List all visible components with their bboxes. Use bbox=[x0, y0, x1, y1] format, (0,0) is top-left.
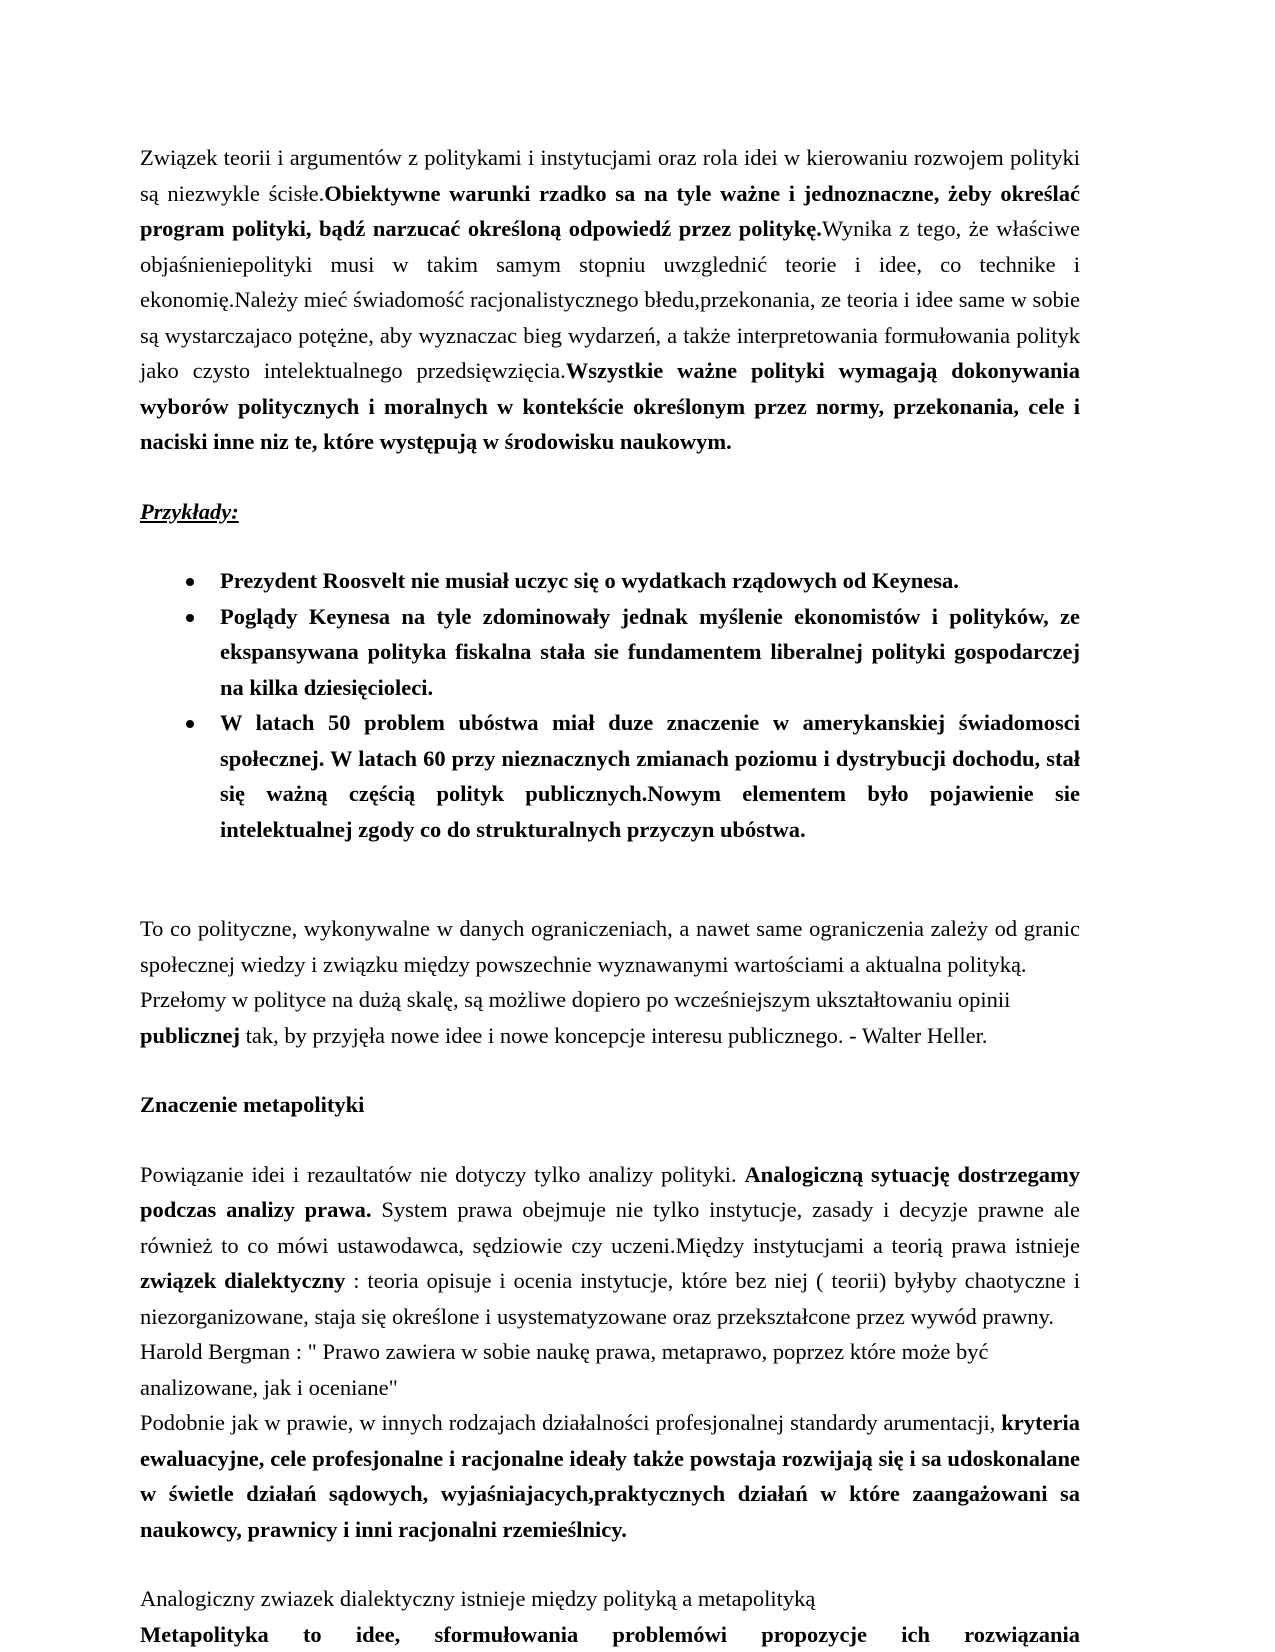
list-item bbox=[174, 705, 1080, 847]
paragraph-heller-run-2-bold: publicznej bbox=[140, 1023, 240, 1048]
list-item-text: Prezydent Roosvelt nie musiał uczyc się o wydatkach rządowych od Keynesa. bbox=[220, 568, 959, 593]
paragraph-law-run-3: System prawa obejmuje nie tylko instytucje, zasady i decyzje prawne ale również to co mówi ustawodawca, sędziowie czy uczeni.Między instytucjami a teorią prawa istnieje bbox=[140, 1197, 1080, 1258]
paragraph-standards-run-2-bold: kryteria ewaluacyjne, cele profesjonalne i racjonalne ideały także powstaja rozwijają się i sa udoskonalane w świetle działań sądowych, wyjaśniajacych,praktycznych działań w które zaangażowani sa naukowcy, prawnicy i inni racjonalni rzemieślnicy. bbox=[140, 1410, 1080, 1542]
paragraph-law-run-5: : teoria opisuje i ocenia instytucje, które bez niej ( teorii) byłyby chaotyczne i niezorganizowane, staja się określone i usystematyzowane oraz przekształcone przez wywód prawny. bbox=[140, 1268, 1080, 1329]
list-item bbox=[174, 599, 1080, 706]
paragraph-law-analysis bbox=[140, 1157, 1080, 1335]
examples-label: Przykłady: bbox=[140, 494, 1080, 530]
list-item-text: Poglądy Keynesa na tyle zdominowały jednak myślenie ekonomistów i polityków, ze ekspansywana polityka fiskalna stała sie fundamentem liberalnej polityki gospodarczej na kilka dziesięcioleci. bbox=[220, 604, 1080, 700]
spacer bbox=[140, 1053, 1080, 1087]
paragraph-heller-quote bbox=[140, 982, 1080, 1053]
heading-metapolityki: Znaczenie metapolityki bbox=[140, 1087, 1080, 1123]
paragraph-law-run-4-bold: związek dialektyczny bbox=[140, 1268, 345, 1293]
paragraph-metapolityka-bold: Metapolityka to idee, sformułowania problemówi propozycje ich rozwiązania bbox=[140, 1622, 1080, 1647]
spacer bbox=[140, 847, 1080, 911]
paragraph-standards-run-1: Podobnie jak w prawie, w innych rodzajach działalności profesjonalnej standardy arumentacji, bbox=[140, 1410, 1001, 1435]
paragraph-professional-standards bbox=[140, 1405, 1080, 1547]
examples-list bbox=[140, 563, 1080, 847]
spacer bbox=[140, 529, 1080, 563]
paragraph-politics-limits: To co polityczne, wykonywalne w danych ograniczeniach, a nawet same ograniczenia zależy od granic społecznej wiedzy i związku między powszechnie wyznawanymi wartościami a aktualna polityką. bbox=[140, 911, 1080, 982]
paragraph-intro-run-4-bold: Wszystkie ważne polityki wymagają dokonywania wyborów politycznych i moralnych w kontekście określonym przez normy, przekonania, cele i naciski inne niz te, które występują w środowisku naukowym. bbox=[140, 358, 1080, 454]
paragraph-intro-run-3: Wynika z tego, że właściwe objaśnieniepolityki musi w takim samym stopniu uwzglednić teorie i idee, co technike i ekonomię.Należy mieć świadomość racjonalistycznego błedu,przekonania, ze teoria i idee same w sobie są wystarczajaco potężne, aby wyznaczac bieg wydarzeń, a także interpretowania formułowania polityk jako czysto intelektualnego przedsięwzięcia. bbox=[140, 216, 1080, 383]
paragraph-law-run-1: Powiązanie idei i rezaultatów nie dotyczy tylko analizy polityki. bbox=[140, 1162, 744, 1187]
list-item bbox=[174, 563, 1080, 599]
document-body bbox=[140, 140, 1080, 1652]
paragraph-intro bbox=[140, 140, 1080, 460]
paragraph-heller-run-1: Przełomy w polityce na dużą skalę, są możliwe dopiero po wcześniejszym ukształtowaniu opinii bbox=[140, 987, 1010, 1012]
paragraph-intro-run-2-bold: Obiektywne warunki rzadko sa na tyle ważne i jednoznaczne, żeby określać program polityki, bądź narzucać określoną odpowiedź przez politykę. bbox=[140, 181, 1080, 242]
paragraph-bergman-quote: Harold Bergman : " Prawo zawiera w sobie naukę prawa, metaprawo, poprzez które może być analizowane, jak i oceniane" bbox=[140, 1334, 1080, 1405]
spacer bbox=[140, 1123, 1080, 1157]
spacer bbox=[140, 1547, 1080, 1581]
list-item-text: W latach 50 problem ubóstwa miał duze znaczenie w amerykanskiej świadomosci społecznej. W latach 60 przy nieznacznych zmianach poziomu i dystrybucji dochodu, stał się ważną częścią polityk publicznych.Nowym elementem było pojawienie sie intelektualnej zgody co do strukturalnych przyczyn ubóstwa. bbox=[220, 710, 1080, 842]
paragraph-metapolityka-definition bbox=[140, 1617, 1080, 1652]
paragraph-dialectic-link: Analogiczny zwiazek dialektyczny istnieje między polityką a metapolityką bbox=[140, 1581, 1080, 1617]
paragraph-intro-run-1: Związek teorii i argumentów z politykami i instytucjami oraz rola idei w kierowaniu rozwojem polityki są niezwykle ścisłe. bbox=[140, 145, 1080, 206]
paragraph-heller-run-3: tak, by przyjęła nowe idee i nowe koncepcje interesu publicznego. - Walter Heller. bbox=[240, 1023, 988, 1048]
paragraph-law-run-2-bold: Analogiczną sytuację dostrzegamy podczas analizy prawa. bbox=[140, 1162, 1080, 1223]
spacer bbox=[140, 460, 1080, 494]
